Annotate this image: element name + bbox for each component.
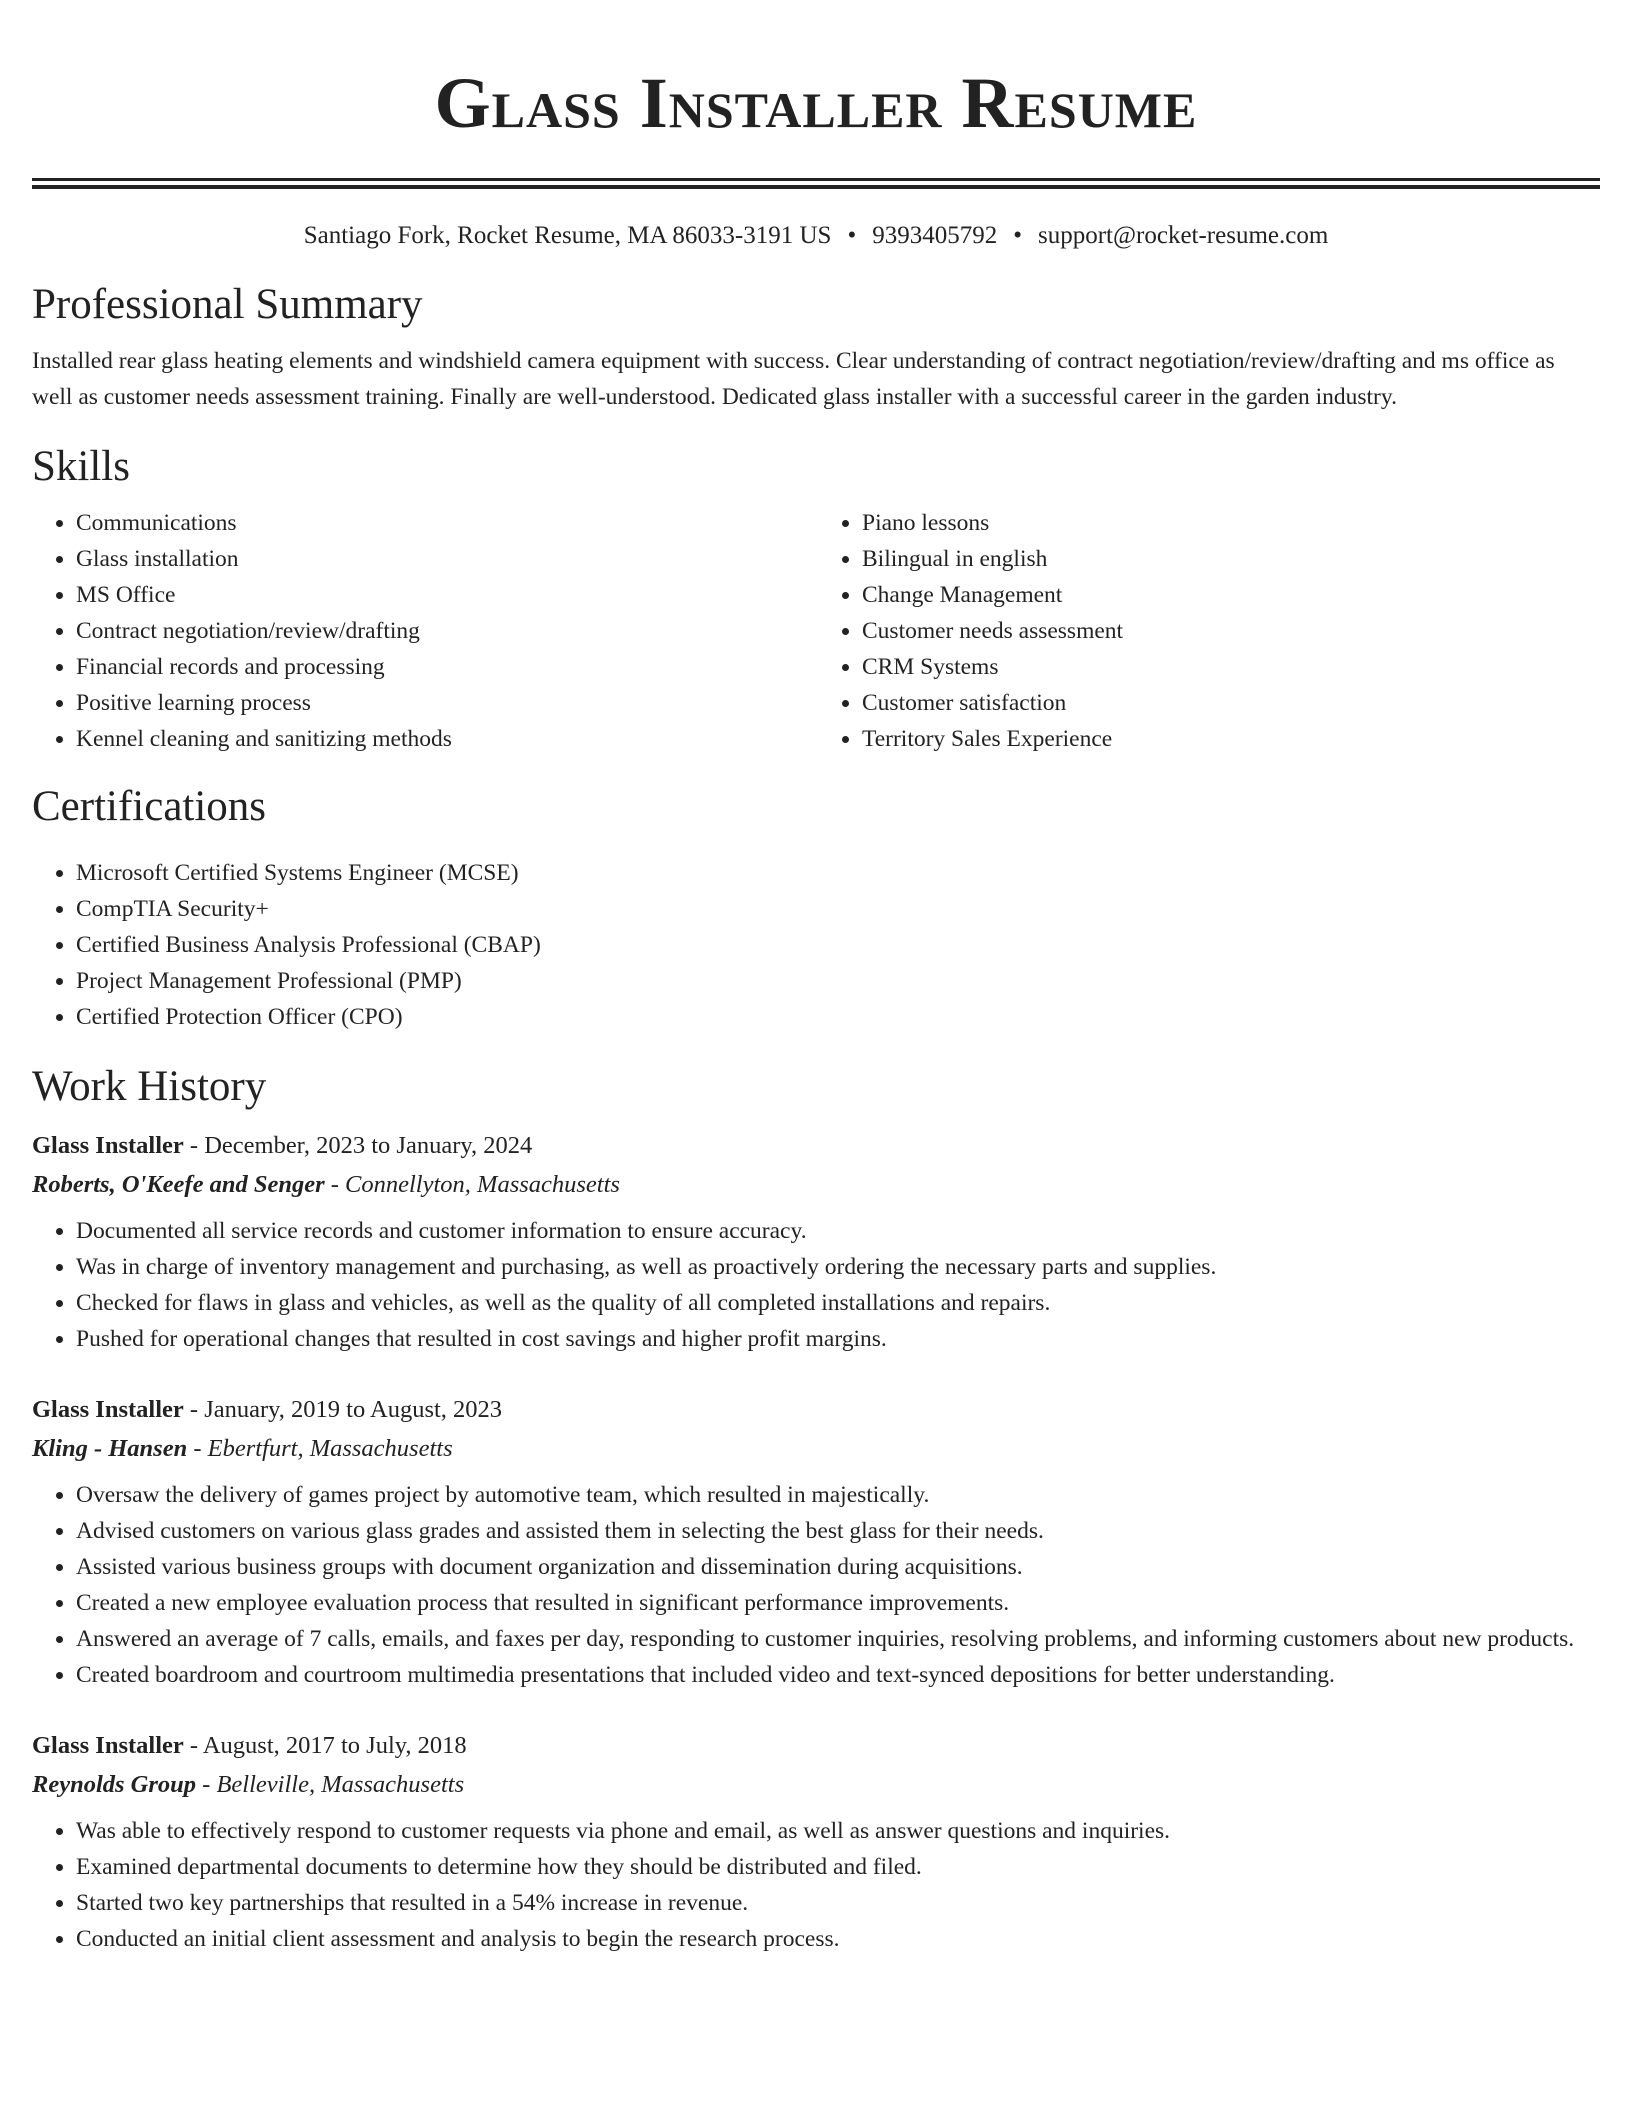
skill-item: • Territory Sales Experience xyxy=(862,721,1604,757)
job-dates: - January, 2019 to August, 2023 xyxy=(183,1396,503,1423)
contact-address: Santiago Fork, Rocket Resume, MA 86033-3191 US xyxy=(303,222,832,249)
job-bullets xyxy=(32,1813,1600,1957)
job-title: Glass Installer xyxy=(32,1132,184,1159)
skill-item: • Financial records and processing xyxy=(76,649,818,685)
skill-item: • Kennel cleaning and sanitizing methods xyxy=(76,721,818,757)
job-title: Glass Installer xyxy=(32,1732,184,1759)
job-title-line xyxy=(32,1391,1600,1429)
job-bullet: • Checked for flaws in glass and vehicles, as well as the quality of all completed installations and repairs. xyxy=(76,1285,1600,1321)
job-bullet: • Examined departmental documents to determine how they should be distributed and filed. xyxy=(76,1849,1600,1885)
professional-summary-section xyxy=(32,279,1600,415)
summary-text: Installed rear glass heating elements and windshield camera equipment with success. Clear understanding of contract negotiation/review/drafting and ms office as well as customer needs assessment training. Finally are well-understood. Dedicated glass installer with a successful career in the garden industry. xyxy=(32,348,1555,410)
skill-item: • Change Management xyxy=(862,577,1604,613)
job-dates: - August, 2017 to July, 2018 xyxy=(183,1732,467,1759)
skill-item: • Glass installation xyxy=(76,541,818,577)
job-bullet: • Created boardroom and courtroom multimedia presentations that included video and text-synced depositions for better understanding. xyxy=(76,1657,1600,1693)
job-bullet: • Documented all service records and customer information to ensure accuracy. xyxy=(76,1213,1600,1249)
job-bullet: • Conducted an initial client assessment and analysis to begin the research process. xyxy=(76,1921,1600,1957)
work-history-section xyxy=(32,1061,1600,1957)
certification-item: • Microsoft Certified Systems Engineer (MCSE) xyxy=(76,855,1600,891)
job-bullet: • Created a new employee evaluation process that resulted in significant performance improvements. xyxy=(76,1585,1600,1621)
skill-item: • Piano lessons xyxy=(862,505,1604,541)
job-company: Reynolds Group xyxy=(32,1771,197,1798)
certification-item: • Project Management Professional (PMP) xyxy=(76,963,1600,999)
certification-item: • Certified Protection Officer (CPO) xyxy=(76,999,1600,1035)
skills-list-right xyxy=(818,505,1604,757)
job-bullets xyxy=(32,1213,1600,1357)
job-location: - Connellyton, Massachusetts xyxy=(324,1171,620,1198)
contact-email: support@rocket-resume.com xyxy=(1038,222,1329,249)
job-bullet: • Answered an average of 7 calls, emails, and faxes per day, responding to customer inquiries, resolving problems, and informing customers about new products. xyxy=(76,1621,1600,1657)
job-title-line xyxy=(32,1127,1600,1165)
job-company-line xyxy=(32,1765,1600,1805)
job-bullet: • Pushed for operational changes that resulted in cost savings and higher profit margins. xyxy=(76,1321,1600,1357)
job-location: - Belleville, Massachusetts xyxy=(196,1771,465,1798)
skills-heading: Skills xyxy=(32,443,130,490)
job-company-line xyxy=(32,1165,1600,1205)
contact-phone: 9393405792 xyxy=(872,222,998,249)
job-company: Kling - Hansen xyxy=(32,1435,188,1462)
certifications-list xyxy=(32,855,1600,1035)
resume-title: Glass Installer Resume xyxy=(434,63,1198,143)
job-title: Glass Installer xyxy=(32,1396,184,1423)
job-company-line xyxy=(32,1429,1600,1469)
skill-item: • Customer satisfaction xyxy=(862,685,1604,721)
skill-item: • Positive learning process xyxy=(76,685,818,721)
job-bullet: • Was in charge of inventory management and purchasing, as well as proactively ordering the necessary parts and supplies. xyxy=(76,1249,1600,1285)
skills-section xyxy=(32,441,1600,757)
skill-item: • MS Office xyxy=(76,577,818,613)
job-bullets xyxy=(32,1477,1600,1693)
job-bullet: • Was able to effectively respond to customer requests via phone and email, as well as answer questions and inquiries. xyxy=(76,1813,1600,1849)
job-bullet: • Advised customers on various glass grades and assisted them in selecting the best glass for their needs. xyxy=(76,1513,1600,1549)
job-company: Roberts, O'Keefe and Senger xyxy=(32,1171,325,1198)
skill-item: • Contract negotiation/review/drafting xyxy=(76,613,818,649)
job-title-line xyxy=(32,1727,1600,1765)
job-entry xyxy=(32,1127,1600,1357)
contact-separator: • xyxy=(1013,222,1022,249)
certification-item: • Certified Business Analysis Professional (CBAP) xyxy=(76,927,1600,963)
skill-item: • Communications xyxy=(76,505,818,541)
certifications-section xyxy=(32,781,1600,1035)
skills-columns xyxy=(32,505,1600,757)
resume-page xyxy=(32,0,1600,1957)
certifications-heading: Certifications xyxy=(32,783,267,830)
skill-item: • CRM Systems xyxy=(862,649,1604,685)
job-bullet: • Oversaw the delivery of games project by automotive team, which resulted in majestically. xyxy=(76,1477,1600,1513)
job-entry xyxy=(32,1391,1600,1693)
title-double-rule xyxy=(32,178,1600,189)
skills-list-left xyxy=(32,505,818,757)
skill-item: • Customer needs assessment xyxy=(862,613,1604,649)
job-location: - Ebertfurt, Massachusetts xyxy=(187,1435,453,1462)
job-dates: - December, 2023 to January, 2024 xyxy=(183,1132,533,1159)
certification-item: • CompTIA Security+ xyxy=(76,891,1600,927)
job-entry xyxy=(32,1727,1600,1957)
contact-separator: • xyxy=(847,222,857,249)
skill-item: • Bilingual in english xyxy=(862,541,1604,577)
job-bullet: • Started two key partnerships that resulted in a 54% increase in revenue. xyxy=(76,1885,1600,1921)
contact-line xyxy=(32,219,1600,253)
summary-heading: Professional Summary xyxy=(32,281,423,328)
job-bullet: • Assisted various business groups with document organization and dissemination during acquisitions. xyxy=(76,1549,1600,1585)
work-history-heading: Work History xyxy=(32,1063,267,1110)
